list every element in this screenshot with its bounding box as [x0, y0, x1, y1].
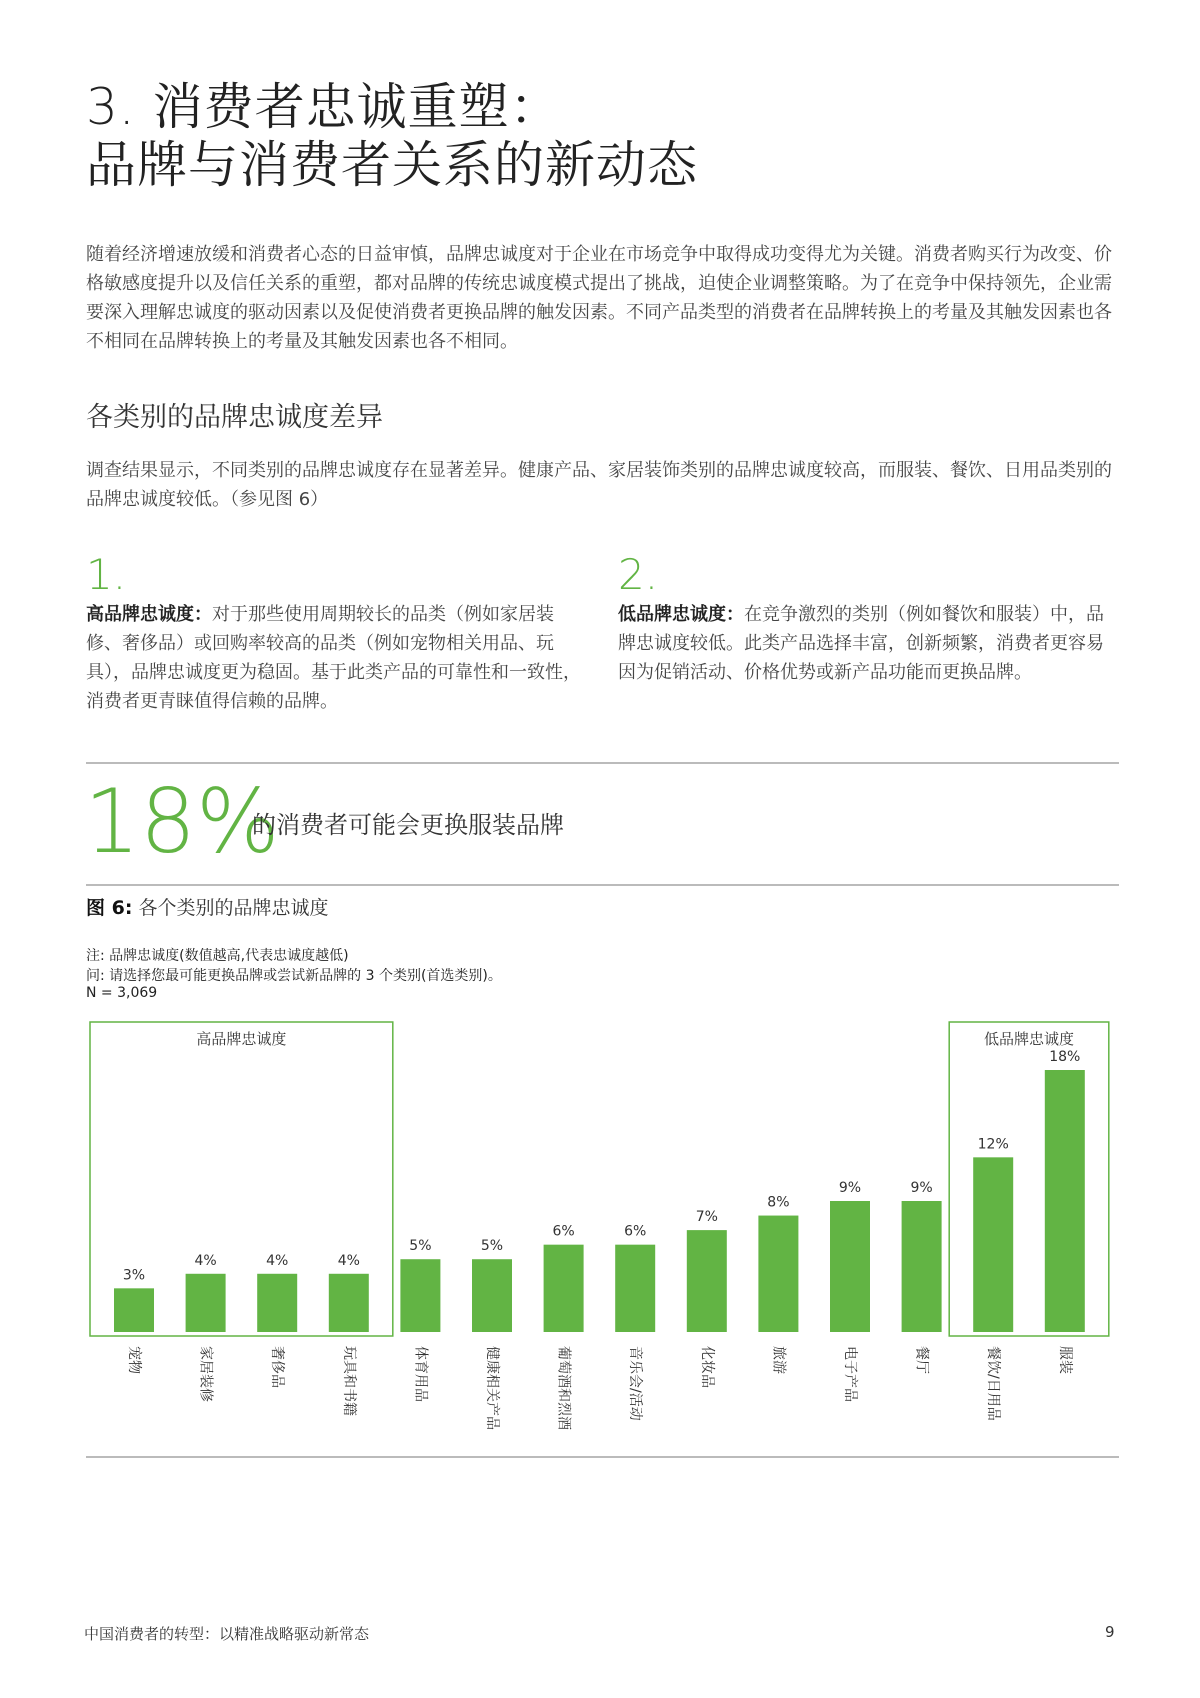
category-label-11: 餐厅 — [913, 1346, 930, 1374]
bar-value-label-13: 18% — [1049, 1049, 1081, 1065]
bar-value-label-5: 5% — [480, 1238, 504, 1255]
footer-title: 中国消费者的转型：以精准战略驱动新常态 — [84, 1625, 370, 1643]
bar-6 — [544, 1245, 584, 1332]
category-label-0: 宠物 — [126, 1346, 142, 1374]
point-2-body: 在竞争激烈的类别（例如餐饮和服装）中，品牌忠诚度较低。此类产品选择丰富，创新频繁，消费者更容易因为促销活动、价格优势或新产品功能而更换品牌。 — [618, 604, 1104, 683]
category-label-13: 服装 — [1056, 1346, 1073, 1374]
point-2-number: 2. — [618, 550, 659, 599]
bar-value-label-9: 8% — [767, 1194, 790, 1211]
bar-value-label-3: 4% — [337, 1252, 360, 1269]
bar-5 — [472, 1259, 512, 1332]
divider-top — [86, 762, 1119, 764]
bar-1 — [186, 1274, 226, 1332]
point-1-number: 1. — [86, 550, 127, 599]
bar-7 — [615, 1245, 655, 1332]
group-label-0: 高品牌忠诚度 — [196, 1030, 287, 1048]
bar-value-label-12: 12% — [977, 1136, 1009, 1153]
page-title-line1: 3. 消费者忠诚重塑： — [86, 78, 561, 136]
bar-13 — [1045, 1070, 1085, 1332]
bar-value-label-6: 6% — [552, 1223, 575, 1240]
bar-9 — [758, 1216, 798, 1332]
intro-paragraph: 随着经济增速放缓和消费者心态的日益审慎，品牌忠诚度对于企业在市场竞争中取得成功变得尤为关键。消费者购买行为改变、价格敏感度提升以及信任关系的重塑，都对品牌的传统忠诚度模式提出了挑战，迫使企业调整策略。为了在竞争中保持领先，企业需要深入理解忠诚度的驱动因素以及促使消费者更换品牌的触发因素。不同产品类型的消费者在品牌转换上的考量及其触发因素也各不相同在品牌转换上的考量及其触发因素也各不相同。 — [86, 244, 1112, 352]
category-label-12: 餐饮/日用品 — [985, 1346, 1002, 1421]
bar-chart — [0, 1010, 1200, 1440]
bar-11 — [902, 1201, 942, 1332]
page-title-line2: 品牌与消费者关系的新动态 — [86, 136, 698, 194]
note-3: N = 3,069 — [86, 985, 158, 1001]
category-label-1: 家居装修 — [197, 1346, 214, 1402]
category-label-5: 健康相关产品 — [484, 1346, 500, 1430]
point-2-lead: 低品牌忠诚度： — [618, 604, 744, 625]
bar-4 — [400, 1259, 440, 1332]
bar-12 — [973, 1157, 1013, 1332]
bar-value-label-0: 3% — [122, 1267, 146, 1284]
category-label-7: 音乐会/活动 — [627, 1346, 644, 1421]
group-box-1 — [949, 1022, 1109, 1336]
bar-value-label-2: 4% — [266, 1252, 289, 1269]
point-1-body: 对于那些使用周期较长的品类（例如家居装修、奢侈品）或回购率较高的品类（例如宠物相关用品、玩具），品牌忠诚度更为稳固。基于此类产品的可靠性和一致性，消费者更青睐值得信赖的品牌。 — [86, 604, 581, 712]
figure-caption — [86, 893, 329, 920]
bar-3 — [329, 1274, 369, 1332]
category-label-3: 玩具和书籍 — [340, 1346, 357, 1416]
bar-value-label-7: 6% — [624, 1223, 647, 1240]
note-1: 注: 品牌忠诚度(数值越高,代表忠诚度越低) — [86, 948, 349, 964]
bar-value-label-8: 7% — [695, 1209, 718, 1226]
bar-value-label-10: 9% — [838, 1180, 862, 1196]
stat-text: 的消费者可能会更换服装品牌 — [252, 811, 564, 839]
page-title — [86, 78, 698, 194]
page-number: 9 — [1105, 1623, 1115, 1641]
point-2-text — [618, 600, 1118, 687]
bar-value-label-1: 4% — [194, 1252, 217, 1269]
bar-10 — [830, 1201, 870, 1332]
category-label-6: 葡萄酒和烈酒 — [555, 1346, 572, 1430]
bar-value-label-11: 9% — [910, 1180, 933, 1196]
divider-figure — [86, 884, 1119, 886]
bar-0 — [114, 1288, 154, 1332]
section-title: 各类别的品牌忠诚度差异 — [86, 402, 383, 433]
figure-label: 图 6: — [86, 897, 133, 919]
figure-title: 各个类别的品牌忠诚度 — [138, 897, 329, 919]
bar-2 — [257, 1274, 297, 1332]
stat-value: 18% — [84, 770, 280, 873]
category-label-9: 旅游 — [770, 1346, 787, 1374]
category-label-10: 电子产品 — [842, 1346, 858, 1402]
category-label-8: 化妆品 — [698, 1346, 715, 1388]
category-label-4: 体育用品 — [412, 1346, 429, 1402]
section-paragraph: 调查结果显示，不同类别的品牌忠诚度存在显著差异。健康产品、家居装饰类别的品牌忠诚度较高，而服装、餐饮、日用品类别的品牌忠诚度较低。（参见图 6） — [86, 460, 1112, 510]
point-1-text — [86, 600, 586, 716]
bar-8 — [687, 1230, 727, 1332]
note-2: 问: 请选择您最可能更换品牌或尝试新品牌的 3 个类别(首选类别)。 — [86, 968, 502, 984]
point-1-lead: 高品牌忠诚度： — [86, 604, 212, 625]
bar-value-label-4: 5% — [409, 1238, 432, 1255]
group-label-1: 低品牌忠诚度 — [983, 1030, 1075, 1048]
category-label-2: 奢侈品 — [269, 1346, 286, 1388]
divider-bottom — [86, 1456, 1119, 1458]
